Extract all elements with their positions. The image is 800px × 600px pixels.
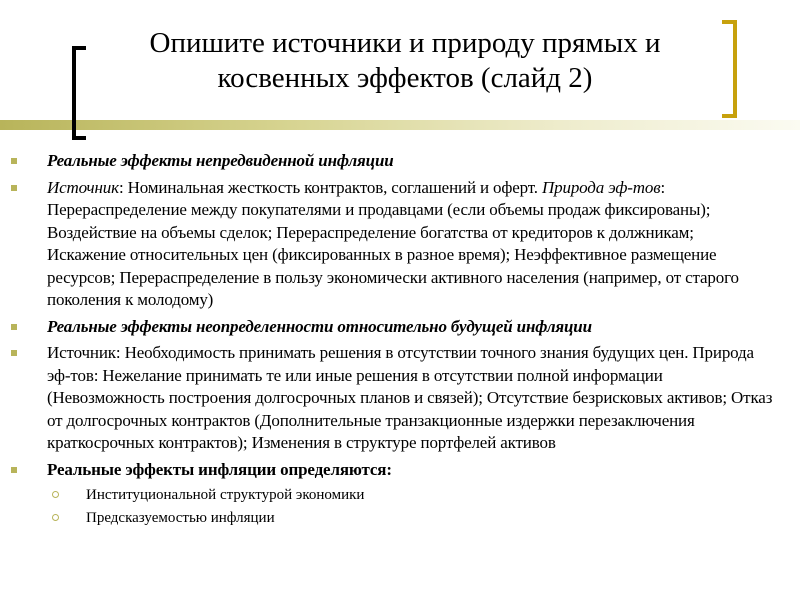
bullet-heading: Реальные эффекты неопределенности относительно будущей инфляции xyxy=(47,316,592,336)
bullet-item-determinants xyxy=(0,459,800,482)
slide-title xyxy=(100,26,710,96)
bullet-item-uncertainty-sources xyxy=(0,342,800,455)
slide-content xyxy=(0,150,800,531)
sub-bullet-item xyxy=(0,508,800,529)
sub-bullet-item xyxy=(0,485,800,506)
title-line-1: Опишите источники и природу прямых и xyxy=(149,27,661,59)
source-label: Источник xyxy=(47,177,119,197)
square-bullet-icon xyxy=(11,350,17,356)
circle-bullet-icon xyxy=(52,491,59,498)
header-band xyxy=(0,120,800,130)
square-bullet-icon xyxy=(11,467,17,473)
bullet-heading: Реальные эффекты непредвиденной инфляции xyxy=(47,151,394,170)
nature-text: : Перераспределение между покупателями и продавцами (если объемы продаж фиксированы); Воздействие на объемы сделок; Перераспределение богатства от кредиторов к должникам; Искажение относительных цен (фиксированных в разное время); Неэффективное размещение ресурсов; Перераспределение в пользу экономически активного населения (например, от старого поколения к молодому) xyxy=(47,177,739,309)
right-bracket-decoration xyxy=(722,20,737,118)
source-text: : Номинальная жесткость контрактов, соглашений и оферт. xyxy=(118,177,542,197)
bullet-heading: Реальные эффекты инфляции определяются: xyxy=(47,459,392,479)
square-bullet-icon xyxy=(11,324,17,330)
bullet-item-unexpected-inflation xyxy=(0,150,800,173)
nature-label: Природа эф-тов xyxy=(542,177,661,197)
sub-bullet-text: Институциональной структурой экономики xyxy=(86,487,365,503)
bullet-item-uncertainty xyxy=(0,316,800,339)
left-bracket-decoration xyxy=(72,46,86,140)
circle-bullet-icon xyxy=(52,514,59,521)
bullet-item-unexpected-sources xyxy=(0,177,800,312)
sub-bullet-text: Предсказуемостью инфляции xyxy=(86,510,275,526)
title-line-2: косвенных эффектов (слайд 2) xyxy=(217,62,593,94)
bullet-text: Источник: Необходимость принимать решения в отсутствии точного знания будущих цен. Природа эф-тов: Нежелание принимать те или иные решения в отсутствии полной информации (Невозможность построения долгосрочных планов и связей); Отсутствие безрисковых активов; Отказ от долгосрочных контрактов (Дополнительные транзакционные издержки перезаключения краткосрочных контрактов); Изменения в структуре портфелей активов xyxy=(47,343,773,452)
square-bullet-icon xyxy=(11,185,17,191)
square-bullet-icon xyxy=(11,158,17,164)
